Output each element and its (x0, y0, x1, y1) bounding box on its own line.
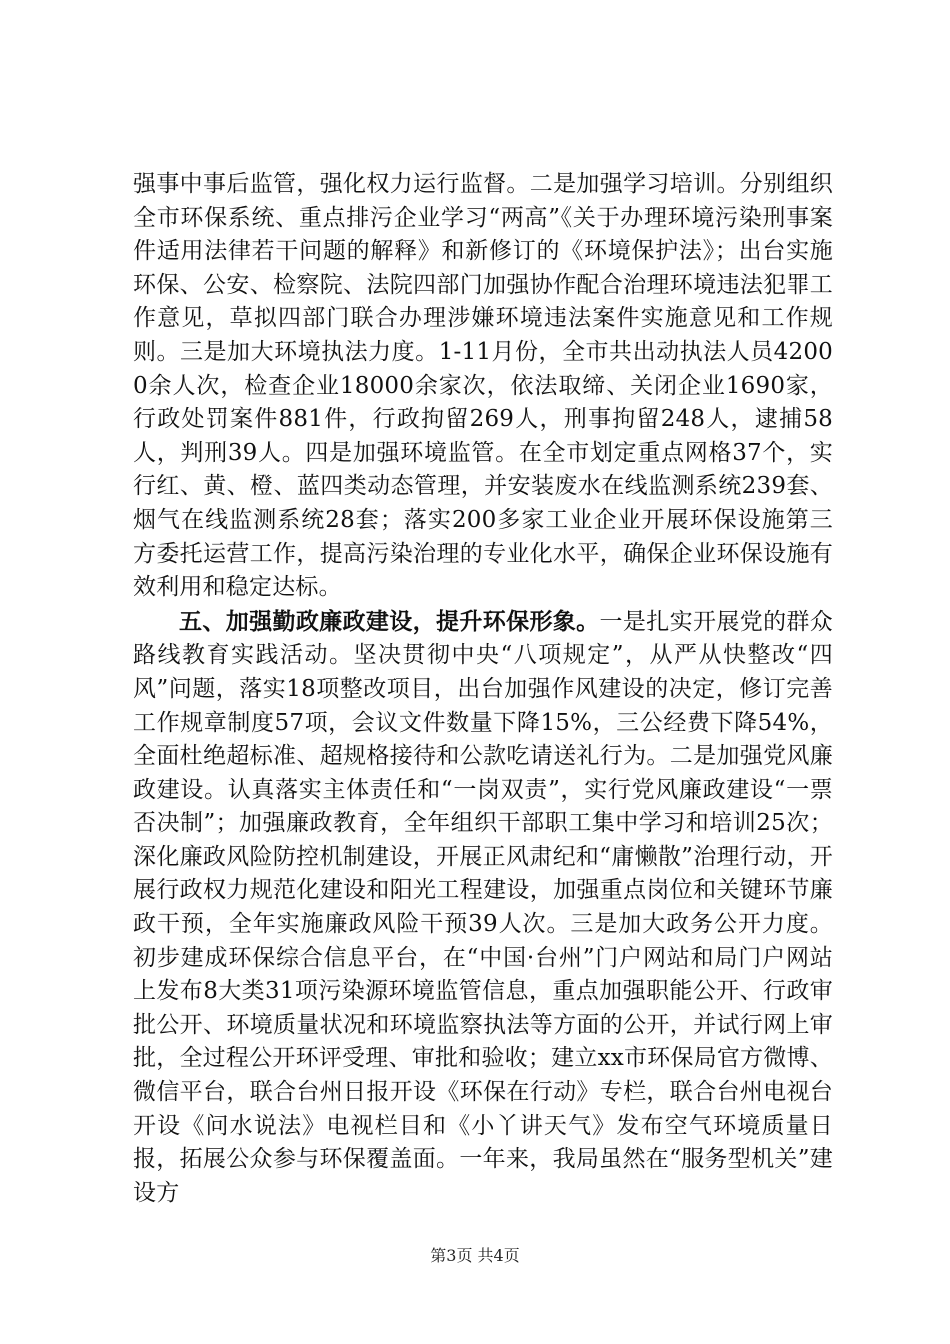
body-paragraph (133, 168, 833, 605)
paragraph-text: 强事中事后监管，强化权力运行监督。二是加强学习培训。分别组织全市环保系统、重点排污企业学习“两高”《关于办理环境污染刑事案件适用法律若干问题的解释》和新修订的《环境保护法》；出台实施环保、公安、检察院、法院四部门加强协作配合治理环境违法犯罪工作意见，草拟四部门联合办理涉嫌环境违法案件实施意见和工作规则。三是加大环境执法力度。1-11月份，全市共出动执法人员42000余人次，检查企业18000余家次，依法取缔、关闭企业1690家，行政处罚案件881件，行政拘留269人，刑事拘留248人，逮捕58人，判刑39人。四是加强环境监管。在全市划定重点网格37个，实行红、黄、橙、蓝四类动态管理，并安装废水在线监测系统239套、烟气在线监测系统28套；落实200多家工业企业开展环保设施第三方委托运营工作，提高污染治理的专业化水平，确保企业环保设施有效利用和稳定达标。 (133, 171, 833, 601)
section-paragraph (133, 605, 833, 1211)
document-body (133, 168, 833, 1210)
section-heading: 五、加强勤政廉政建设，提升环保形象。 (179, 607, 600, 635)
paragraph-text: 一是扎实开展党的群众路线教育实践活动。坚决贯彻中央“八项规定”，从严从快整改“四风”问题，落实18项整改项目，出台加强作风建设的决定，修订完善工作规章制度57项，会议文件数量下降15%，三公经费下降54%，全面杜绝超标准、超规格接待和公款吃请送礼行为。二是加强党风廉政建设。认真落实主体责任和“一岗双责”，实行党风廉政建设“一票否决制”；加强廉政教育，全年组织干部职工集中学习和培训25次；深化廉政风险防控机制建设，开展正风肃纪和“庸懒散”治理行动，开展行政权力规范化建设和阳光工程建设，加强重点岗位和关键环节廉政干预，全年实施廉政风险干预39人次。三是加大政务公开力度。初步建成环保综合信息平台，在“中国·台州”门户网站和局门户网站上发布8大类31项污染源环境监管信息，重点加强职能公开、行政审批公开、环境质量状况和环境监察执法等方面的公开，并试行网上审批，全过程公开环评受理、审批和验收；建立xx市环保局官方微博、微信平台，联合台州日报开设《环保在行动》专栏，联合台州电视台开设《问水说法》电视栏目和《小丫讲天气》发布空气环境质量日报，拓展公众参与环保覆盖面。一年来，我局虽然在“服务型机关”建设方 (133, 608, 833, 1206)
page-number-footer: 第3页 共4页 (430, 1246, 520, 1265)
